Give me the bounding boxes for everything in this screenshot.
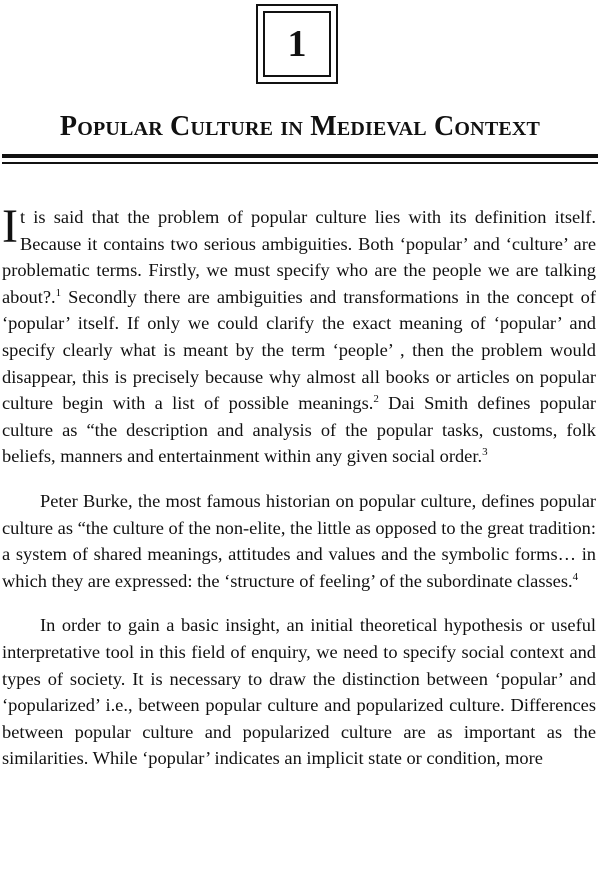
- title-rule-thin: [2, 162, 598, 164]
- paragraph-3: [2, 612, 596, 772]
- chapter-number: 1: [263, 11, 331, 77]
- footnote-marker: 4: [572, 570, 579, 583]
- chapter-title: Popular Culture in Medieval Context: [59, 111, 541, 142]
- body-text: [2, 200, 596, 790]
- paragraph-2: [2, 488, 596, 594]
- footnote-marker: 2: [373, 393, 379, 406]
- text-segment: Secondly there are ambiguities and transformations in the concept of ‘popular’ itself. If only we could clarify the exact meaning of ‘popular’ and specify clearly what is meant by the term ‘people’ , then the problem would disappear, this is precisely because why almost all books or articles on popular culture begin with a list of possible meanings.: [2, 286, 596, 414]
- text-segment: t is said that the problem of popular culture lies with its definition itself. Because it contains two serious ambiguities. Both ‘popular’ and ‘culture’ are problematic terms. Firstly, we must specify who are the people we are talking about?.: [2, 207, 596, 307]
- paragraph-1: [2, 200, 596, 470]
- text-segment: Peter Burke, the most famous historian on popular culture, defines popular culture as “the culture of the non-elite, the little as opposed to the great tradition: a system of shared meanings, attitudes and values and the symbolic forms… in which they are expressed: the ‘structure of feeling’ of the subordinate classes.: [2, 490, 596, 591]
- drop-cap: I: [2, 200, 18, 253]
- footnote-marker: 3: [482, 446, 488, 459]
- title-rule-thick: [2, 154, 598, 158]
- chapter-number-box: [256, 4, 338, 84]
- text-segment: Dai Smith defines popular culture as “the description and analysis of the popular tasks, customs, folk beliefs, manners and entertainment within any given social order.: [2, 393, 596, 467]
- text-segment: In order to gain a basic insight, an initial theoretical hypothesis or useful interpretative tool in this field of enquiry, we need to specify social context and types of society. It is necessary to draw the distinction between ‘popular’ and ‘popularized’ i.e., between popular culture and popularized culture. Differences between popular culture and popularized culture are as important as the similarities. While ‘popular’ indicates an implicit state or condition, more: [2, 615, 596, 769]
- footnote-marker: 1: [55, 286, 62, 299]
